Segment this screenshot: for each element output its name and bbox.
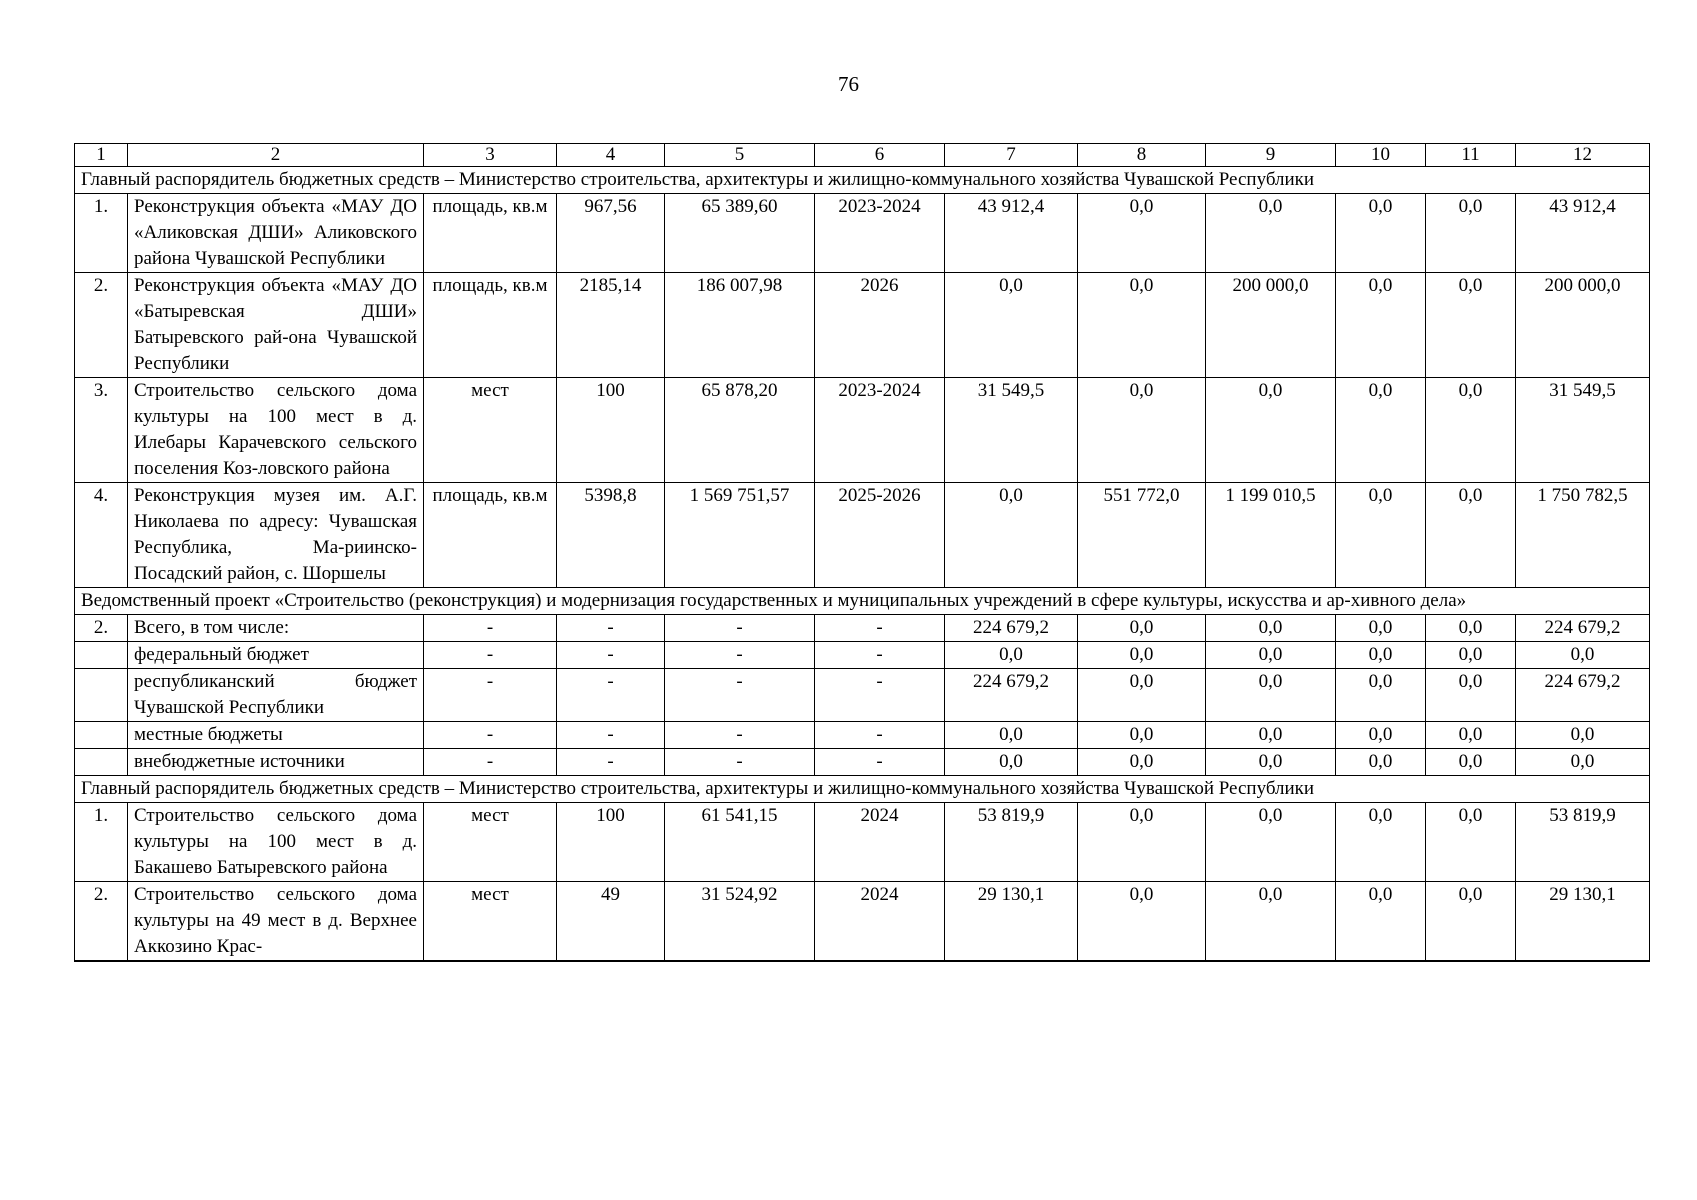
cell-c6: 2024 [815, 882, 945, 962]
cell-c7: 31 549,5 [945, 378, 1078, 483]
table-row [75, 483, 1650, 588]
cell-c6: - [815, 722, 945, 749]
cell-c8: 0,0 [1078, 194, 1206, 273]
row-name: Реконструкция объекта «МАУ ДО «Аликовская ДШИ» Аликовского района Чувашской Республики [128, 194, 424, 273]
cell-c12: 0,0 [1516, 749, 1650, 776]
table-row [75, 882, 1650, 962]
cell-c11: 0,0 [1426, 803, 1516, 882]
cell-c6: 2023-2024 [815, 378, 945, 483]
cell-unit: - [424, 749, 557, 776]
column-header: 12 [1516, 144, 1650, 167]
cell-c5: - [665, 615, 815, 642]
cell-c12: 0,0 [1516, 642, 1650, 669]
cell-c9: 0,0 [1206, 378, 1336, 483]
column-header: 5 [665, 144, 815, 167]
cell-c12: 1 750 782,5 [1516, 483, 1650, 588]
cell-c8: 0,0 [1078, 378, 1206, 483]
cell-c6: 2025-2026 [815, 483, 945, 588]
cell-c6: 2026 [815, 273, 945, 378]
cell-c9: 0,0 [1206, 749, 1336, 776]
column-header: 11 [1426, 144, 1516, 167]
cell-c4: - [557, 669, 665, 722]
row-number [75, 722, 128, 749]
cell-c12: 29 130,1 [1516, 882, 1650, 962]
cell-c5: 65 389,60 [665, 194, 815, 273]
cell-c9: 1 199 010,5 [1206, 483, 1336, 588]
cell-c8: 0,0 [1078, 803, 1206, 882]
row-name: внебюджетные источники [128, 749, 424, 776]
column-header: 8 [1078, 144, 1206, 167]
cell-c10: 0,0 [1336, 803, 1426, 882]
cell-c5: - [665, 749, 815, 776]
cell-c8: 0,0 [1078, 722, 1206, 749]
cell-unit: площадь, кв.м [424, 483, 557, 588]
section-title: Главный распорядитель бюджетных средств – Министерство строительства, архитектуры и жилищно-коммунального хозяйства Чувашской Республики [75, 776, 1650, 803]
cell-c11: 0,0 [1426, 749, 1516, 776]
cell-c6: 2024 [815, 803, 945, 882]
cell-c7: 224 679,2 [945, 615, 1078, 642]
cell-c9: 0,0 [1206, 615, 1336, 642]
cell-c4: - [557, 615, 665, 642]
row-name: республиканский бюджет Чувашской Республики [128, 669, 424, 722]
cell-c12: 53 819,9 [1516, 803, 1650, 882]
section-header-ministry-2 [75, 776, 1650, 803]
cell-c6: - [815, 669, 945, 722]
cell-c12: 0,0 [1516, 722, 1650, 749]
cell-c10: 0,0 [1336, 642, 1426, 669]
cell-c4: 100 [557, 378, 665, 483]
row-number: 1. [75, 194, 128, 273]
cell-c9: 200 000,0 [1206, 273, 1336, 378]
cell-c7: 0,0 [945, 722, 1078, 749]
cell-c12: 43 912,4 [1516, 194, 1650, 273]
cell-c10: 0,0 [1336, 749, 1426, 776]
cell-c5: 61 541,15 [665, 803, 815, 882]
cell-unit: - [424, 615, 557, 642]
table-row [75, 669, 1650, 722]
cell-c8: 0,0 [1078, 615, 1206, 642]
cell-c7: 53 819,9 [945, 803, 1078, 882]
cell-c7: 0,0 [945, 483, 1078, 588]
cell-unit: - [424, 642, 557, 669]
cell-c11: 0,0 [1426, 722, 1516, 749]
cell-c10: 0,0 [1336, 669, 1426, 722]
cell-c11: 0,0 [1426, 669, 1516, 722]
row-name: Реконструкция музея им. А.Г. Николаева по адресу: Чувашская Республика, Ма-риинско-Посадский район, с. Шоршелы [128, 483, 424, 588]
cell-c4: 2185,14 [557, 273, 665, 378]
row-number: 2. [75, 615, 128, 642]
cell-c8: 0,0 [1078, 882, 1206, 962]
cell-c5: 186 007,98 [665, 273, 815, 378]
row-name: местные бюджеты [128, 722, 424, 749]
cell-c12: 224 679,2 [1516, 669, 1650, 722]
column-header: 10 [1336, 144, 1426, 167]
cell-c5: - [665, 642, 815, 669]
cell-c10: 0,0 [1336, 378, 1426, 483]
cell-c9: 0,0 [1206, 194, 1336, 273]
cell-unit: мест [424, 882, 557, 962]
cell-c6: - [815, 615, 945, 642]
cell-c11: 0,0 [1426, 194, 1516, 273]
section-title: Главный распорядитель бюджетных средств – Министерство строительства, архитектуры и жилищно-коммунального хозяйства Чувашской Республики [75, 167, 1650, 194]
table-row [75, 273, 1650, 378]
row-name: Строительство сельского дома культуры на 100 мест в д. Бакашево Батыревского района [128, 803, 424, 882]
cell-c5: 65 878,20 [665, 378, 815, 483]
cell-c9: 0,0 [1206, 803, 1336, 882]
cell-unit: мест [424, 378, 557, 483]
cell-unit: площадь, кв.м [424, 273, 557, 378]
table-row [75, 642, 1650, 669]
column-header: 3 [424, 144, 557, 167]
cell-c12: 31 549,5 [1516, 378, 1650, 483]
cell-c11: 0,0 [1426, 273, 1516, 378]
cell-unit: - [424, 669, 557, 722]
row-number: 4. [75, 483, 128, 588]
row-number [75, 642, 128, 669]
table-row [75, 722, 1650, 749]
column-header: 4 [557, 144, 665, 167]
column-header: 1 [75, 144, 128, 167]
row-name: Всего, в том числе: [128, 615, 424, 642]
cell-c8: 551 772,0 [1078, 483, 1206, 588]
row-name: Строительство сельского дома культуры на 100 мест в д. Илебары Карачевского сельского поселения Коз-ловского района [128, 378, 424, 483]
cell-c10: 0,0 [1336, 722, 1426, 749]
cell-c5: 1 569 751,57 [665, 483, 815, 588]
cell-c10: 0,0 [1336, 882, 1426, 962]
column-header: 7 [945, 144, 1078, 167]
cell-c5: - [665, 722, 815, 749]
column-header: 6 [815, 144, 945, 167]
cell-c5: 31 524,92 [665, 882, 815, 962]
cell-c4: 5398,8 [557, 483, 665, 588]
table-row [75, 378, 1650, 483]
row-number: 2. [75, 882, 128, 962]
row-number: 1. [75, 803, 128, 882]
table-row [75, 749, 1650, 776]
cell-c4: 100 [557, 803, 665, 882]
table-row [75, 615, 1650, 642]
cell-c11: 0,0 [1426, 642, 1516, 669]
row-name: Строительство сельского дома культуры на 49 мест в д. Верхнее Аккозино Крас- [128, 882, 424, 962]
section-header-project [75, 588, 1650, 615]
cell-c11: 0,0 [1426, 882, 1516, 962]
cell-c7: 0,0 [945, 749, 1078, 776]
cell-c7: 29 130,1 [945, 882, 1078, 962]
cell-c9: 0,0 [1206, 722, 1336, 749]
column-header: 2 [128, 144, 424, 167]
cell-c11: 0,0 [1426, 615, 1516, 642]
cell-c7: 0,0 [945, 642, 1078, 669]
row-number [75, 669, 128, 722]
cell-c6: - [815, 749, 945, 776]
cell-c6: 2023-2024 [815, 194, 945, 273]
cell-c10: 0,0 [1336, 483, 1426, 588]
section-title: Ведомственный проект «Строительство (реконструкция) и модернизация государственных и муниципальных учреждений в сфере культуры, искусства и ар-хивного дела» [75, 588, 1650, 615]
cell-c4: - [557, 722, 665, 749]
row-number: 3. [75, 378, 128, 483]
cell-c11: 0,0 [1426, 483, 1516, 588]
cell-c12: 224 679,2 [1516, 615, 1650, 642]
cell-c4: - [557, 642, 665, 669]
row-number: 2. [75, 273, 128, 378]
page-number: 76 [838, 72, 859, 96]
column-header: 9 [1206, 144, 1336, 167]
cell-unit: площадь, кв.м [424, 194, 557, 273]
cell-c9: 0,0 [1206, 669, 1336, 722]
row-name: федеральный бюджет [128, 642, 424, 669]
cell-c7: 43 912,4 [945, 194, 1078, 273]
table-header-row [75, 144, 1650, 167]
cell-c6: - [815, 642, 945, 669]
cell-c7: 0,0 [945, 273, 1078, 378]
cell-c5: - [665, 669, 815, 722]
section-header-ministry [75, 167, 1650, 194]
cell-c8: 0,0 [1078, 749, 1206, 776]
row-name: Реконструкция объекта «МАУ ДО «Батыревская ДШИ» Батыревского рай-она Чувашской Республики [128, 273, 424, 378]
cell-c4: 49 [557, 882, 665, 962]
cell-unit: мест [424, 803, 557, 882]
cell-c8: 0,0 [1078, 642, 1206, 669]
cell-c11: 0,0 [1426, 378, 1516, 483]
cell-c8: 0,0 [1078, 669, 1206, 722]
cell-c10: 0,0 [1336, 194, 1426, 273]
cell-c8: 0,0 [1078, 273, 1206, 378]
cell-c4: - [557, 749, 665, 776]
cell-c4: 967,56 [557, 194, 665, 273]
cell-c10: 0,0 [1336, 615, 1426, 642]
cell-unit: - [424, 722, 557, 749]
cell-c9: 0,0 [1206, 882, 1336, 962]
cell-c10: 0,0 [1336, 273, 1426, 378]
table-row [75, 803, 1650, 882]
budget-table [74, 143, 1650, 962]
row-number [75, 749, 128, 776]
cell-c7: 224 679,2 [945, 669, 1078, 722]
cell-c12: 200 000,0 [1516, 273, 1650, 378]
cell-c9: 0,0 [1206, 642, 1336, 669]
table-row [75, 194, 1650, 273]
